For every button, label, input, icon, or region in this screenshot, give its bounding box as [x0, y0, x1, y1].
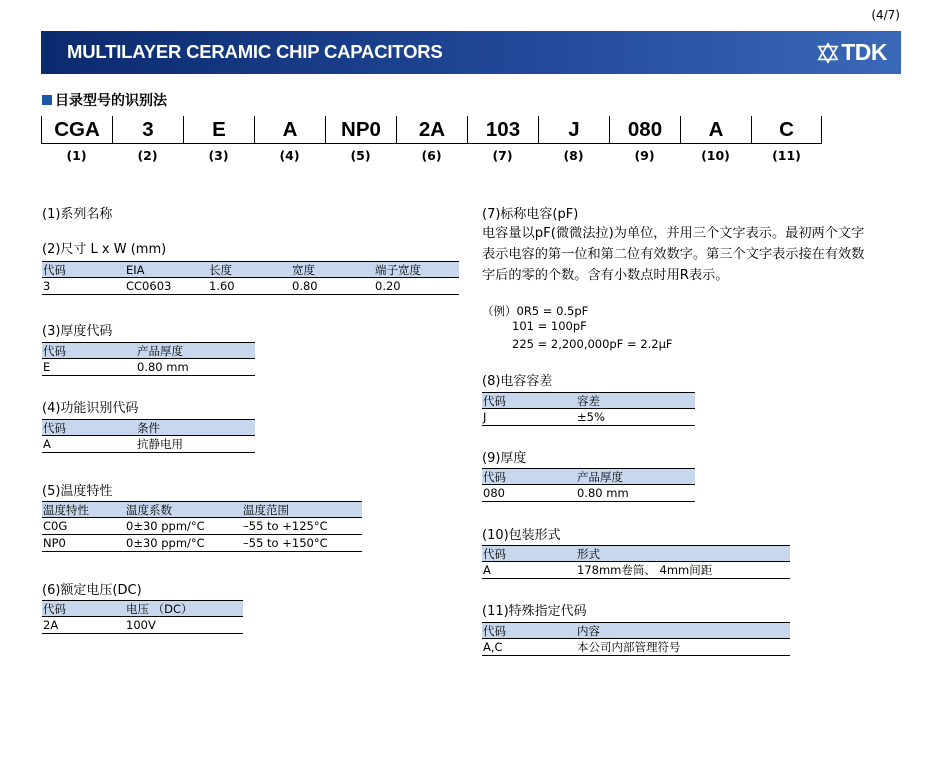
header-cell: 长度	[209, 262, 232, 277]
part-number-label: (3)	[208, 148, 229, 163]
header-cell: 端子宽度	[375, 262, 421, 277]
table-cell: 本公司内部管理符号	[577, 640, 681, 654]
part-number-label: (9)	[634, 148, 655, 163]
table-row	[42, 359, 255, 376]
part-number-label: (2)	[137, 148, 158, 163]
header-cell: 代码	[43, 262, 66, 277]
header-cell: 代码	[43, 343, 66, 358]
part-number-label: (4)	[279, 148, 300, 163]
tolerance-table	[482, 392, 695, 426]
table-cell: –55 to +125°C	[243, 519, 328, 533]
table-row	[42, 518, 362, 535]
example-line: 101 = 100pF	[512, 319, 587, 333]
capacitance-description	[482, 223, 902, 286]
table-cell: 080	[483, 486, 505, 500]
header-cell: 条件	[137, 420, 160, 435]
table-cell: –55 to +150°C	[243, 536, 328, 550]
table-row	[482, 562, 790, 579]
part-number-label: (6)	[421, 148, 442, 163]
voltage-table	[42, 600, 243, 634]
header-cell: 代码	[483, 623, 506, 638]
table-header	[482, 545, 790, 562]
table-cell: 2A	[43, 618, 59, 632]
capacitance-title: (7)标称电容(pF)	[482, 207, 579, 222]
temperature-title: (5)温度特性	[42, 484, 113, 499]
table-row	[482, 485, 695, 502]
table-cell: A	[483, 563, 491, 577]
section-heading-text: 目录型号的识别法	[55, 93, 167, 109]
section-heading	[42, 90, 167, 110]
table-header	[482, 468, 695, 485]
part-code-cell: J	[538, 116, 609, 144]
header-cell: 容差	[577, 393, 600, 408]
table-cell: 178mm卷筒、 4mm间距	[577, 563, 713, 577]
header-cell: 温度系数	[126, 502, 172, 517]
description-line: 电容量以pF(微微法拉)为单位，并用三个文字表示。最初两个文字	[482, 226, 865, 241]
header-cell: EIA	[126, 262, 145, 277]
table-cell: 0±30 ppm/°C	[126, 536, 205, 550]
part-number-label: (11)	[772, 148, 801, 163]
part-number-label: (8)	[563, 148, 584, 163]
header-cell: 代码	[483, 546, 506, 561]
description-line: 字后的零的个数。含有小数点时用R表示。	[482, 268, 729, 283]
size-table	[42, 261, 459, 295]
header-cell: 代码	[483, 393, 506, 408]
table-cell: 0±30 ppm/°C	[126, 519, 205, 533]
table-row	[42, 535, 362, 552]
packaging-table	[482, 545, 790, 579]
part-number-row	[41, 148, 822, 163]
thickness-title: (9)厚度	[482, 451, 527, 466]
table-cell: 0.80 mm	[137, 360, 189, 374]
part-code-cell: 2A	[396, 116, 467, 144]
header-cell: 温度特性	[43, 502, 89, 517]
thickness-table	[482, 468, 695, 502]
header-cell: 内容	[577, 623, 600, 638]
brand-name: TDK	[841, 39, 887, 65]
table-cell: 3	[43, 279, 51, 293]
table-header	[42, 261, 459, 278]
tolerance-title: (8)电容容差	[482, 374, 553, 389]
table-cell: 1.60	[209, 279, 235, 293]
part-code-cell: C	[751, 116, 822, 144]
table-row	[42, 278, 459, 295]
packaging-title: (10)包装形式	[482, 528, 561, 543]
special-code-table	[482, 622, 790, 656]
table-cell: NP0	[43, 536, 66, 550]
header-cell: 产品厚度	[577, 469, 623, 484]
table-cell: 100V	[126, 618, 156, 632]
part-code-cell: A	[254, 116, 325, 144]
header-banner	[41, 31, 901, 74]
table-cell: 0.20	[375, 279, 401, 293]
example-line: （例）0R5 = 0.5pF	[482, 304, 589, 318]
table-header	[42, 600, 243, 617]
header-cell: 代码	[43, 420, 66, 435]
table-cell: 0.80	[292, 279, 318, 293]
part-code-cell: CGA	[41, 116, 112, 144]
size-title: (2)尺寸 L x W (mm)	[42, 242, 167, 257]
part-code-cell: NP0	[325, 116, 396, 144]
brand-logo	[817, 39, 887, 66]
part-number-label: (1)	[66, 148, 87, 163]
part-number-label: (5)	[350, 148, 371, 163]
header-cell: 代码	[43, 601, 66, 616]
part-code-cell: E	[183, 116, 254, 144]
thickness-code-title: (3)厚度代码	[42, 324, 113, 339]
part-code-cell: 103	[467, 116, 538, 144]
part-code-cell: 3	[112, 116, 183, 144]
table-cell: 0.80 mm	[577, 486, 629, 500]
table-row	[482, 639, 790, 656]
table-row	[42, 436, 255, 453]
voltage-title: (6)额定电压(DC)	[42, 583, 142, 598]
table-header	[42, 419, 255, 436]
header-cell: 温度范围	[243, 502, 289, 517]
table-cell: J	[483, 410, 487, 424]
table-cell: CC0603	[126, 279, 172, 293]
table-header	[482, 392, 695, 409]
part-code-row	[41, 116, 822, 144]
table-cell: C0G	[43, 519, 68, 533]
table-cell: 抗静电用	[137, 437, 183, 451]
example-line: 225 = 2,200,000pF = 2.2µF	[512, 337, 673, 351]
special-code-title: (11)特殊指定代码	[482, 604, 587, 619]
square-bullet-icon	[42, 95, 52, 105]
header-cell: 电压 （DC）	[126, 601, 193, 616]
table-cell: A,C	[483, 640, 503, 654]
header-cell: 产品厚度	[137, 343, 183, 358]
table-cell: E	[43, 360, 51, 374]
thickness-code-table	[42, 342, 255, 376]
temperature-table	[42, 501, 362, 552]
part-code-cell: 080	[609, 116, 680, 144]
table-header	[482, 622, 790, 639]
tdk-logo-icon	[817, 42, 839, 64]
function-code-table	[42, 419, 255, 453]
header-cell: 代码	[483, 469, 506, 484]
series-name-title: (1)系列名称	[42, 207, 113, 222]
part-number-label: (7)	[492, 148, 513, 163]
description-line: 表示电容的第一位和第二位有效数字。第三个文字表示接在有效数	[482, 247, 865, 262]
header-cell: 宽度	[292, 262, 315, 277]
page-number: (4/7)	[871, 8, 900, 22]
banner-title: MULTILAYER CERAMIC CHIP CAPACITORS	[67, 41, 443, 62]
table-header	[42, 501, 362, 518]
table-cell: A	[43, 437, 51, 451]
table-cell: ±5%	[577, 410, 605, 424]
function-code-title: (4)功能识别代码	[42, 401, 139, 416]
table-row	[482, 409, 695, 426]
header-cell: 形式	[577, 546, 600, 561]
table-header	[42, 342, 255, 359]
part-code-cell: A	[680, 116, 751, 144]
table-row	[42, 617, 243, 634]
part-number-label: (10)	[701, 148, 730, 163]
